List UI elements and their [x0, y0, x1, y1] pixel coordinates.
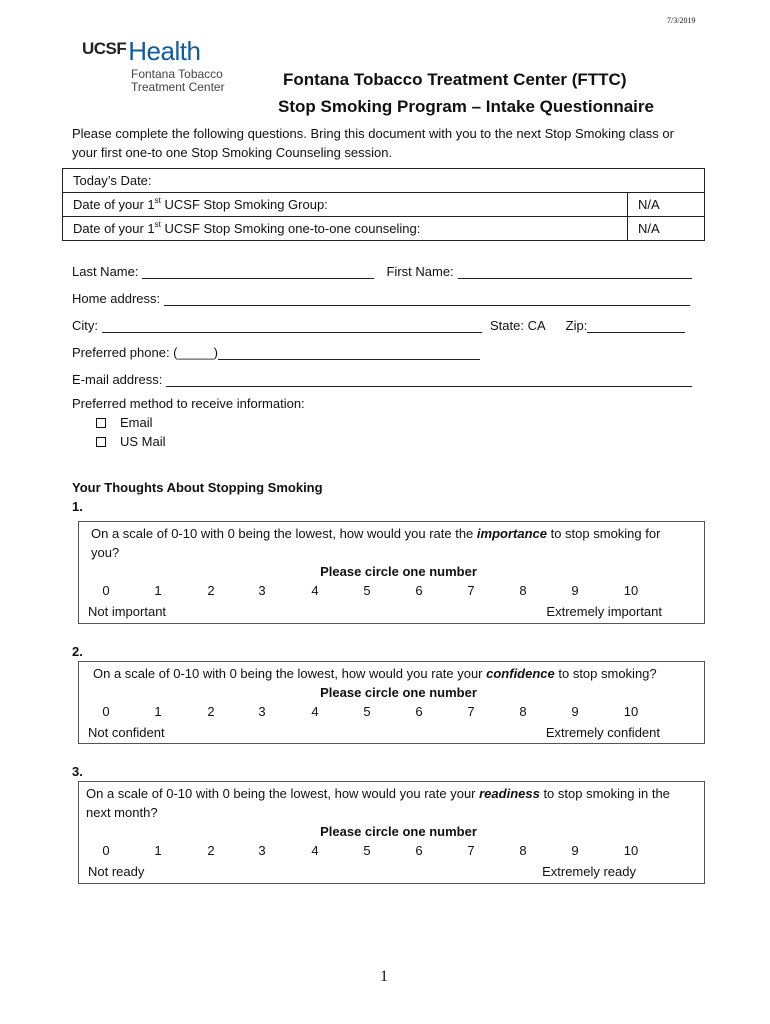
scale-option-10[interactable]: 10: [623, 843, 639, 858]
email-input[interactable]: [166, 372, 692, 387]
home-address-row: [72, 291, 690, 306]
scale-option-10[interactable]: 10: [623, 704, 639, 719]
scale-option-3[interactable]: 3: [258, 583, 266, 598]
low-anchor-label: Not confident: [88, 725, 165, 740]
ucsf-health-logo: [82, 36, 225, 94]
question-text-part: On a scale of 0-10 with 0 being the lowest, how would you rate your: [86, 786, 480, 801]
home-address-label: Home address:: [72, 291, 161, 306]
low-anchor-label: Not ready: [88, 864, 145, 879]
question-3-scale: [79, 841, 704, 862]
scale-option-7[interactable]: 7: [467, 843, 475, 858]
first-name-label: First Name:: [386, 264, 454, 279]
option-us-mail[interactable]: [96, 432, 305, 451]
scale-option-0[interactable]: 0: [102, 843, 110, 858]
question-3-text: [79, 784, 704, 822]
scale-option-4[interactable]: 4: [311, 583, 319, 598]
scale-option-4[interactable]: 4: [311, 704, 319, 719]
scale-option-9[interactable]: 9: [571, 704, 579, 719]
question-emphasis: importance: [476, 526, 547, 541]
scale-option-7[interactable]: 7: [467, 704, 475, 719]
document-date: 7/3/2019: [667, 16, 696, 25]
question-3-anchors: [79, 862, 704, 881]
high-anchor-label: Extremely confident: [545, 725, 660, 740]
first-group-date-field[interactable]: [63, 193, 628, 217]
scale-option-5[interactable]: 5: [363, 843, 371, 858]
question-2-number: 2.: [72, 644, 83, 659]
ordinal-suffix: st: [154, 195, 161, 205]
question-1-box: [78, 521, 705, 624]
section-heading: [72, 478, 323, 516]
question-3-box: [78, 781, 705, 884]
high-anchor-label: Extremely ready: [542, 864, 636, 879]
scale-option-0[interactable]: 0: [102, 704, 110, 719]
email-row: [72, 372, 692, 387]
preferred-method-label: Preferred method to receive information:: [72, 396, 305, 411]
checkbox-icon[interactable]: [96, 418, 106, 428]
title-line-1: Fontana Tobacco Treatment Center (FTTC): [283, 70, 627, 89]
question-text-part: to stop smoking for you?: [91, 526, 661, 560]
city-row: [72, 318, 685, 333]
last-name-label: Last Name:: [72, 264, 139, 279]
scale-option-3[interactable]: 3: [258, 843, 266, 858]
logo-ucsf-text: UCSF: [82, 39, 127, 58]
first-group-label-rest: UCSF Stop Smoking Group:: [160, 197, 328, 212]
phone-input[interactable]: [218, 345, 480, 360]
question-text-part: to stop smoking in the next month?: [86, 786, 670, 820]
question-2-box: [78, 661, 705, 744]
scale-option-10[interactable]: 10: [623, 583, 639, 598]
city-label: City:: [72, 318, 98, 333]
scale-option-1[interactable]: 1: [154, 843, 162, 858]
question-1-text: [79, 524, 704, 562]
scale-option-5[interactable]: 5: [363, 704, 371, 719]
scale-option-6[interactable]: 6: [415, 704, 423, 719]
preferred-method-group: [72, 394, 305, 451]
scale-option-0[interactable]: 0: [102, 583, 110, 598]
scale-option-2[interactable]: 2: [207, 583, 215, 598]
question-2-text: [79, 664, 704, 683]
question-emphasis: confidence: [486, 666, 555, 681]
scale-option-7[interactable]: 7: [467, 583, 475, 598]
state-label: State: CA: [490, 318, 546, 333]
page-title: [278, 66, 654, 120]
scale-option-8[interactable]: 8: [519, 704, 527, 719]
question-text-part: On a scale of 0-10 with 0 being the lowest, how would you rate your: [93, 666, 487, 681]
scale-option-5[interactable]: 5: [363, 583, 371, 598]
question-text-part: to stop smoking?: [554, 666, 657, 681]
scale-option-6[interactable]: 6: [415, 583, 423, 598]
scale-option-8[interactable]: 8: [519, 843, 527, 858]
logo-subtitle-line1: Fontana Tobacco: [131, 67, 223, 81]
table-row: [63, 217, 705, 241]
todays-date-field[interactable]: Today’s Date:: [63, 169, 705, 193]
question-2-anchors: [79, 723, 704, 742]
question-1-number: 1.: [72, 499, 83, 514]
scale-option-2[interactable]: 2: [207, 704, 215, 719]
first-group-label: Date of your 1: [73, 197, 155, 212]
question-emphasis: readiness: [479, 786, 540, 801]
option-us-mail-label: US Mail: [120, 434, 166, 449]
scale-option-3[interactable]: 3: [258, 704, 266, 719]
scale-option-9[interactable]: 9: [571, 583, 579, 598]
first-group-na-cell[interactable]: N/A: [628, 193, 705, 217]
ordinal-suffix: st: [154, 219, 161, 229]
question-2-instruction: Please circle one number: [320, 685, 477, 700]
scale-option-1[interactable]: 1: [154, 583, 162, 598]
question-2-scale: [79, 702, 704, 723]
first-name-input[interactable]: [458, 264, 692, 279]
question-3-instruction: Please circle one number: [320, 824, 477, 839]
phone-row: [72, 345, 480, 360]
scale-option-4[interactable]: 4: [311, 843, 319, 858]
first-counseling-label: Date of your 1: [73, 221, 155, 236]
intro-text: Please complete the following questions. Bring this document with you to the next Stop Smoking class or your first one-to one Stop Smoking Counseling session.: [72, 126, 674, 160]
dates-table: [62, 168, 705, 241]
zip-label: Zip:: [565, 318, 588, 333]
phone-label: Preferred phone: (_____): [72, 345, 218, 360]
question-1-instruction: Please circle one number: [320, 564, 477, 579]
first-counseling-na-cell[interactable]: N/A: [628, 217, 705, 241]
first-counseling-date-field[interactable]: [63, 217, 628, 241]
high-anchor-label: Extremely important: [546, 604, 662, 619]
table-row: [63, 193, 705, 217]
section-title: Your Thoughts About Stopping Smoking: [72, 480, 323, 495]
zip-input[interactable]: [587, 318, 685, 333]
option-email[interactable]: [96, 413, 305, 432]
scale-option-9[interactable]: 9: [571, 843, 579, 858]
low-anchor-label: Not important: [88, 604, 167, 619]
logo-health-text: Health: [128, 36, 201, 66]
table-row: [63, 169, 705, 193]
title-line-2: Stop Smoking Program – Intake Questionnaire: [278, 97, 654, 116]
scale-option-1[interactable]: 1: [154, 704, 162, 719]
question-3-number: 3.: [72, 764, 83, 779]
scale-option-8[interactable]: 8: [519, 583, 527, 598]
home-address-input[interactable]: [164, 291, 690, 306]
question-1-anchors: [79, 602, 704, 621]
question-text-part: On a scale of 0-10 with 0 being the lowest, how would you rate the: [91, 526, 477, 541]
option-email-label: Email: [120, 415, 153, 430]
page-number: 1: [380, 968, 388, 985]
first-counseling-label-rest: UCSF Stop Smoking one-to-one counseling:: [160, 221, 421, 236]
scale-option-2[interactable]: 2: [207, 843, 215, 858]
city-input[interactable]: [102, 318, 482, 333]
scale-option-6[interactable]: 6: [415, 843, 423, 858]
checkbox-icon[interactable]: [96, 437, 106, 447]
last-name-input[interactable]: [142, 264, 374, 279]
email-label: E-mail address:: [72, 372, 163, 387]
logo-subtitle-line2: Treatment Center: [131, 80, 225, 94]
question-1-scale: [79, 581, 704, 602]
name-row: [72, 264, 692, 279]
